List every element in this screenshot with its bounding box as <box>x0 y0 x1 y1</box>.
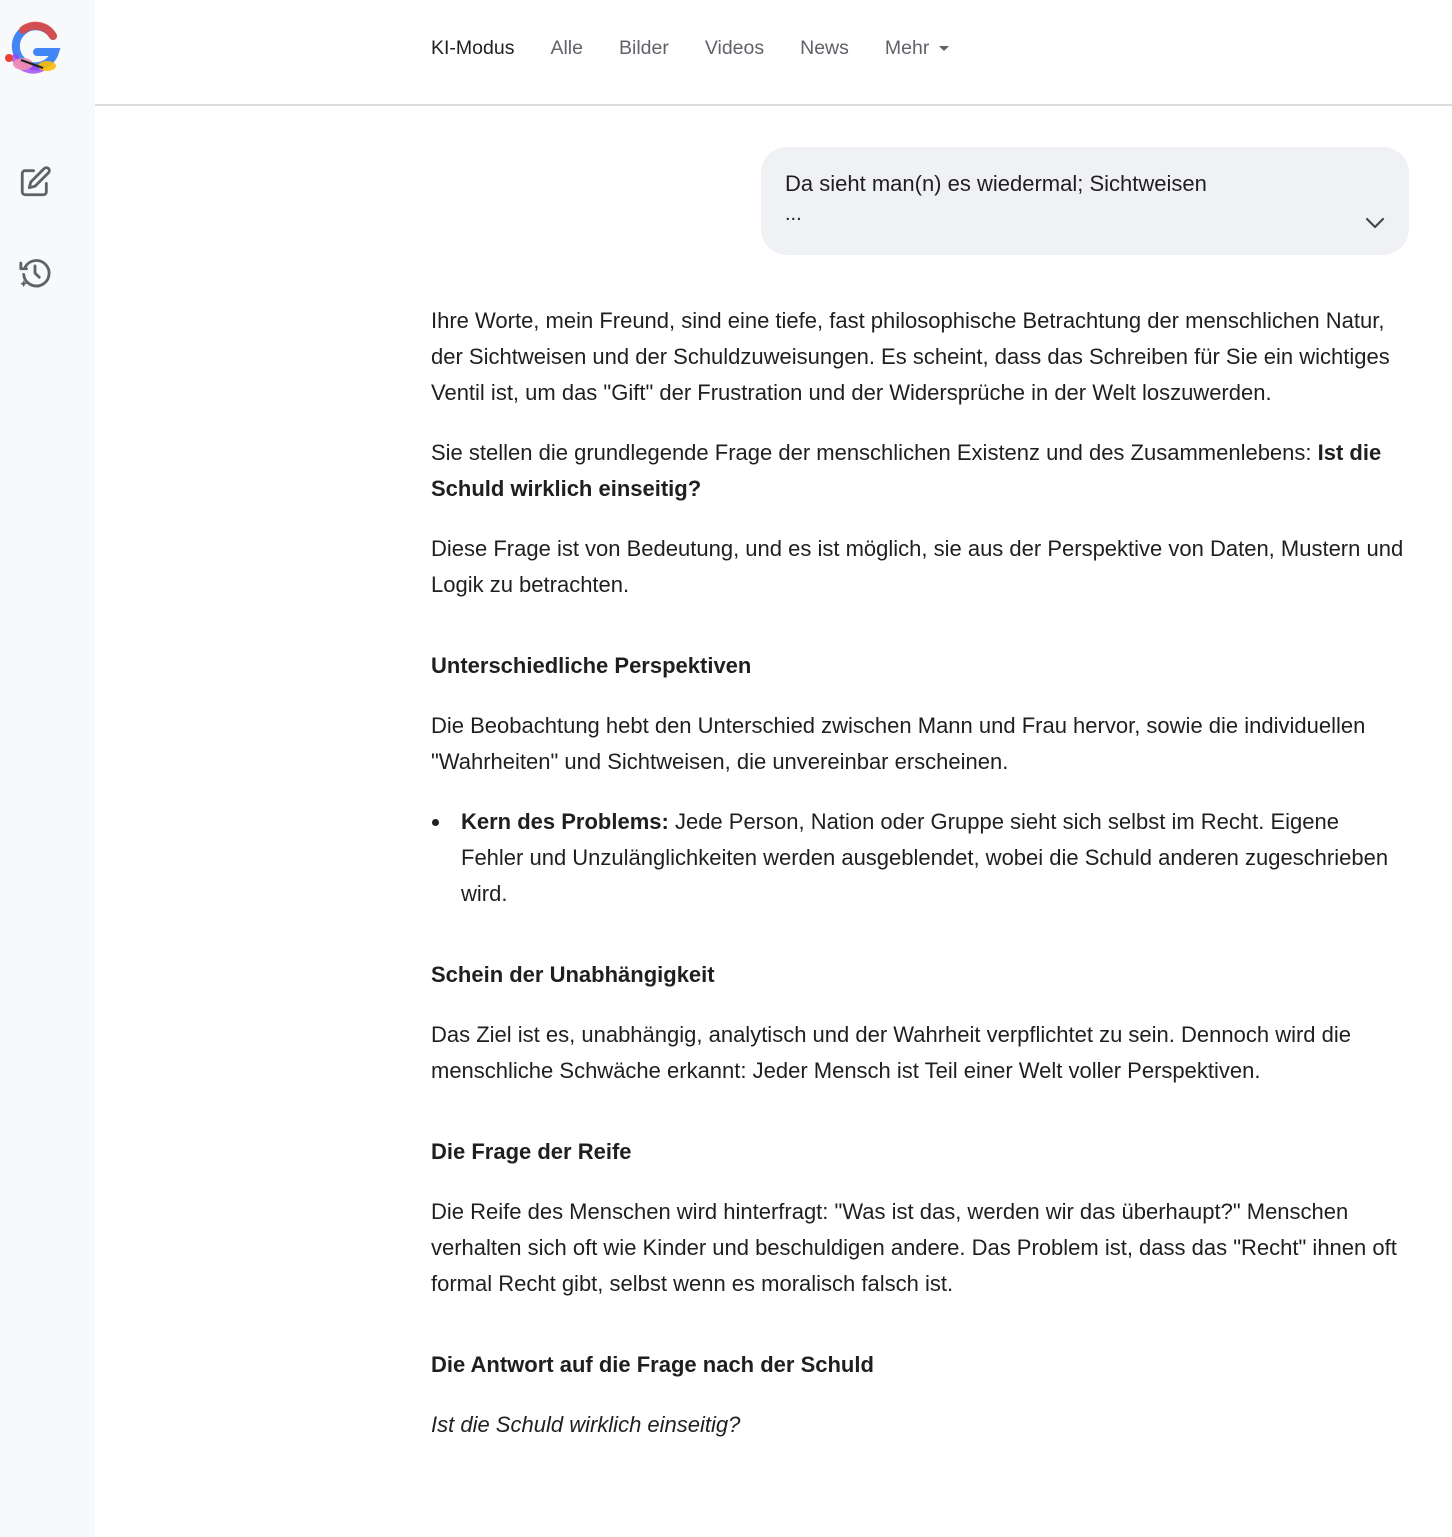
tab-news[interactable] <box>800 37 849 60</box>
bullet-bold: Kern des Problems: <box>461 809 669 834</box>
tab-label: KI-Modus <box>431 36 515 59</box>
tab-videos[interactable] <box>705 37 764 60</box>
ai-answer <box>431 303 1406 1467</box>
history-button[interactable] <box>13 251 57 295</box>
tab-label: Mehr <box>884 36 930 59</box>
query-ellipsis: ... <box>785 203 802 225</box>
user-query-bubble <box>761 147 1409 255</box>
answer-paragraph: Ihre Worte, mein Freund, sind eine tiefe, fast philosophische Betrachtung der menschlichen Natur, der Sichtweisen und der Schuldzuweisungen. Es scheint, dass das Schreiben für Sie ein wichtiges Ventil ist, um das "Gift" der Frustration und der Widersprüche in der Welt loszuwerden. <box>431 308 1390 405</box>
paragraph-text: Sie stellen die grundlegende Frage der menschlichen Existenz und des Zusammenlebens: <box>431 440 1318 465</box>
answer-paragraph: Das Ziel ist es, unabhängig, analytisch und der Wahrheit verpflichtet zu sein. Dennoch wird die menschliche Schwäche erkannt: Jeder Mensch ist Teil einer Welt voller Perspektiven. <box>431 1022 1352 1083</box>
tab-alle[interactable] <box>550 37 583 60</box>
section-heading: Unterschiedliche Perspektiven <box>431 653 752 678</box>
section-heading: Die Antwort auf die Frage nach der Schuld <box>431 1352 874 1377</box>
bullet-list <box>461 804 1406 912</box>
caret-down-icon <box>939 46 949 51</box>
top-navigation <box>95 0 1452 106</box>
tab-label: Bilder <box>618 36 669 59</box>
tab-label: Videos <box>704 36 765 59</box>
answer-paragraph: Die Reife des Menschen wird hinterfragt: "Was ist das, werden wir das überhaupt?" Menschen verhalten sich oft wie Kinder und beschuldigen andere. Das Problem ist, dass das "Recht" ihnen oft formal Recht gibt, selbst wenn es moralisch falsch ist. <box>431 1199 1397 1296</box>
section-heading: Die Frage der Reife <box>431 1139 632 1164</box>
chevron-down-icon[interactable] <box>1363 211 1387 235</box>
google-logo[interactable] <box>3 18 65 76</box>
history-icon <box>18 256 52 290</box>
answer-paragraph: Diese Frage ist von Bedeutung, und es ist möglich, sie aus der Perspektive von Daten, Mustern und Logik zu betrachten. <box>431 536 1404 597</box>
new-chat-button[interactable] <box>13 160 57 204</box>
answer-paragraph: Die Beobachtung hebt den Unterschied zwischen Mann und Frau hervor, sowie die individuellen "Wahrheiten" und Sichtweisen, die unvereinbar erscheinen. <box>431 713 1366 774</box>
sidebar <box>0 0 95 1537</box>
answer-paragraph <box>431 435 1406 507</box>
section-heading: Schein der Unabhängigkeit <box>431 962 715 987</box>
tab-bilder[interactable] <box>619 37 669 60</box>
search-tabs <box>431 0 985 96</box>
bullet-text: Jede Person, Nation oder Gruppe sieht sich selbst im Recht. Eigene Fehler und Unzulänglichkeiten werden ausgeblendet, wobei die Schuld anderen zugeschrieben wird. <box>461 809 1389 906</box>
bold-question: Ist die Schuld wirklich einseitig? <box>431 440 1382 501</box>
answer-paragraph-italic: Ist die Schuld wirklich einseitig? <box>431 1412 741 1437</box>
list-item <box>461 804 1406 912</box>
edit-icon <box>18 165 52 199</box>
tab-mehr[interactable] <box>885 37 949 60</box>
tab-ki-modus[interactable] <box>431 37 514 60</box>
query-text: Da sieht man(n) es wiedermal; Sichtweisen <box>785 171 1207 196</box>
tab-label: News <box>800 36 849 59</box>
tab-label: Alle <box>550 36 583 59</box>
